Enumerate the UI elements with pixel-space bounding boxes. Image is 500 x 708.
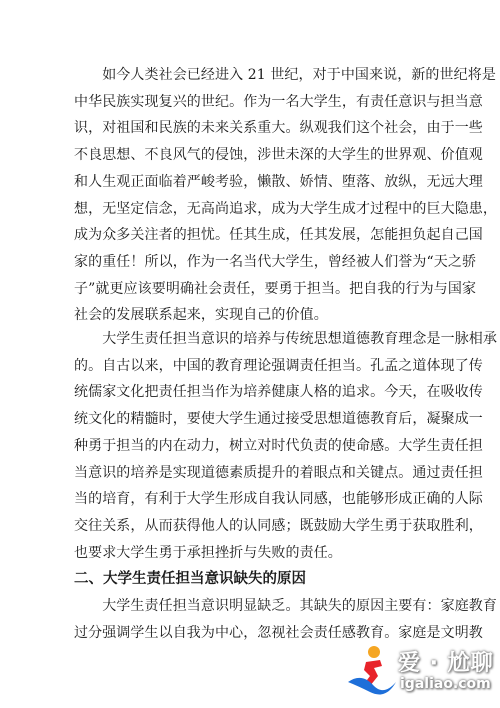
text-line: 社会的发展联系起来，实现自己的价值。 (74, 307, 328, 324)
text-line: 如今人类社会已经进入 21 世纪，对于中国来说，新的世纪将是 (74, 67, 496, 83)
text-line: 不良思想、不良风气的侵蚀，涉世未深的大学生的世界观、价值观 (74, 147, 483, 164)
text-line: 也要求大学生勇于承担挫折与失败的责任。 (74, 544, 342, 561)
text-line: 交往关系，从而获得他人的认同感；既鼓励大学生勇于获取胜利， (74, 517, 483, 534)
watermark-title: 爱 · 尬聊 (398, 651, 494, 676)
paragraph-2 (74, 326, 497, 566)
text-line: 想，无坚定信念，无高尚追求，成为大学生成才过程中的巨大隐患， (74, 200, 497, 217)
running-figure-logo-icon (344, 642, 400, 698)
text-line: 种勇于担当的内在动力，树立对时代负责的使命感。大学生责任担 (74, 437, 483, 454)
text-line: 识，对祖国和民族的未来关系重大。纵观我们这个社会，由于一些 (74, 120, 483, 137)
text-line: 过分强调学生以自我为中心，忽视社会责任感教育。家庭是文明教 (74, 624, 483, 641)
text-line: 和人生观正面临着严峻考验，懒散、娇情、堕落、放纵，无远大理 (74, 173, 483, 190)
text-line: 统儒家文化把责任担当作为培养健康人格的追求。今天，在吸收传 (74, 384, 483, 401)
text-line: 当的培育，有利于大学生形成自我认同感，也能够形成正确的人际 (74, 491, 483, 508)
section-heading: 二、大学生责任担当意识缺失的原因 (74, 571, 306, 587)
text-line: 大学生责任担当意识的培养与传统思想道德教育理念是一脉相承 (74, 331, 497, 347)
text-line: 大学生责任担当意识明显缺乏。其缺失的原因主要有：家庭教育 (74, 598, 497, 614)
text-line: 子”就更应该要明确社会责任，要勇于担当。把自我的行为与国家 (74, 280, 477, 297)
site-watermark (344, 642, 494, 698)
text-line: 家的重任！所以，作为一名当代大学生，曾经被人们誉为“天之骄 (74, 253, 477, 270)
paragraph-1 (74, 62, 497, 329)
text-line: 的。自古以来，中国的教育理论强调责任担当。孔孟之道体现了传 (74, 357, 483, 374)
watermark-url: igaliao.com (400, 676, 491, 692)
paragraph-3 (74, 593, 497, 646)
text-line: 中华民族实现复兴的世纪。作为一名大学生，有责任意识与担当意 (74, 93, 483, 110)
text-line: 统文化的精髓时，要使大学生通过接受思想道德教育后，凝聚成一 (74, 411, 483, 428)
text-line: 当意识的培养是实现道德素质提升的着眼点和关键点。通过责任担 (74, 464, 483, 481)
text-line: 成为众多关注者的担忧。任其生成，任其发展，怎能担负起自己国 (74, 227, 483, 244)
